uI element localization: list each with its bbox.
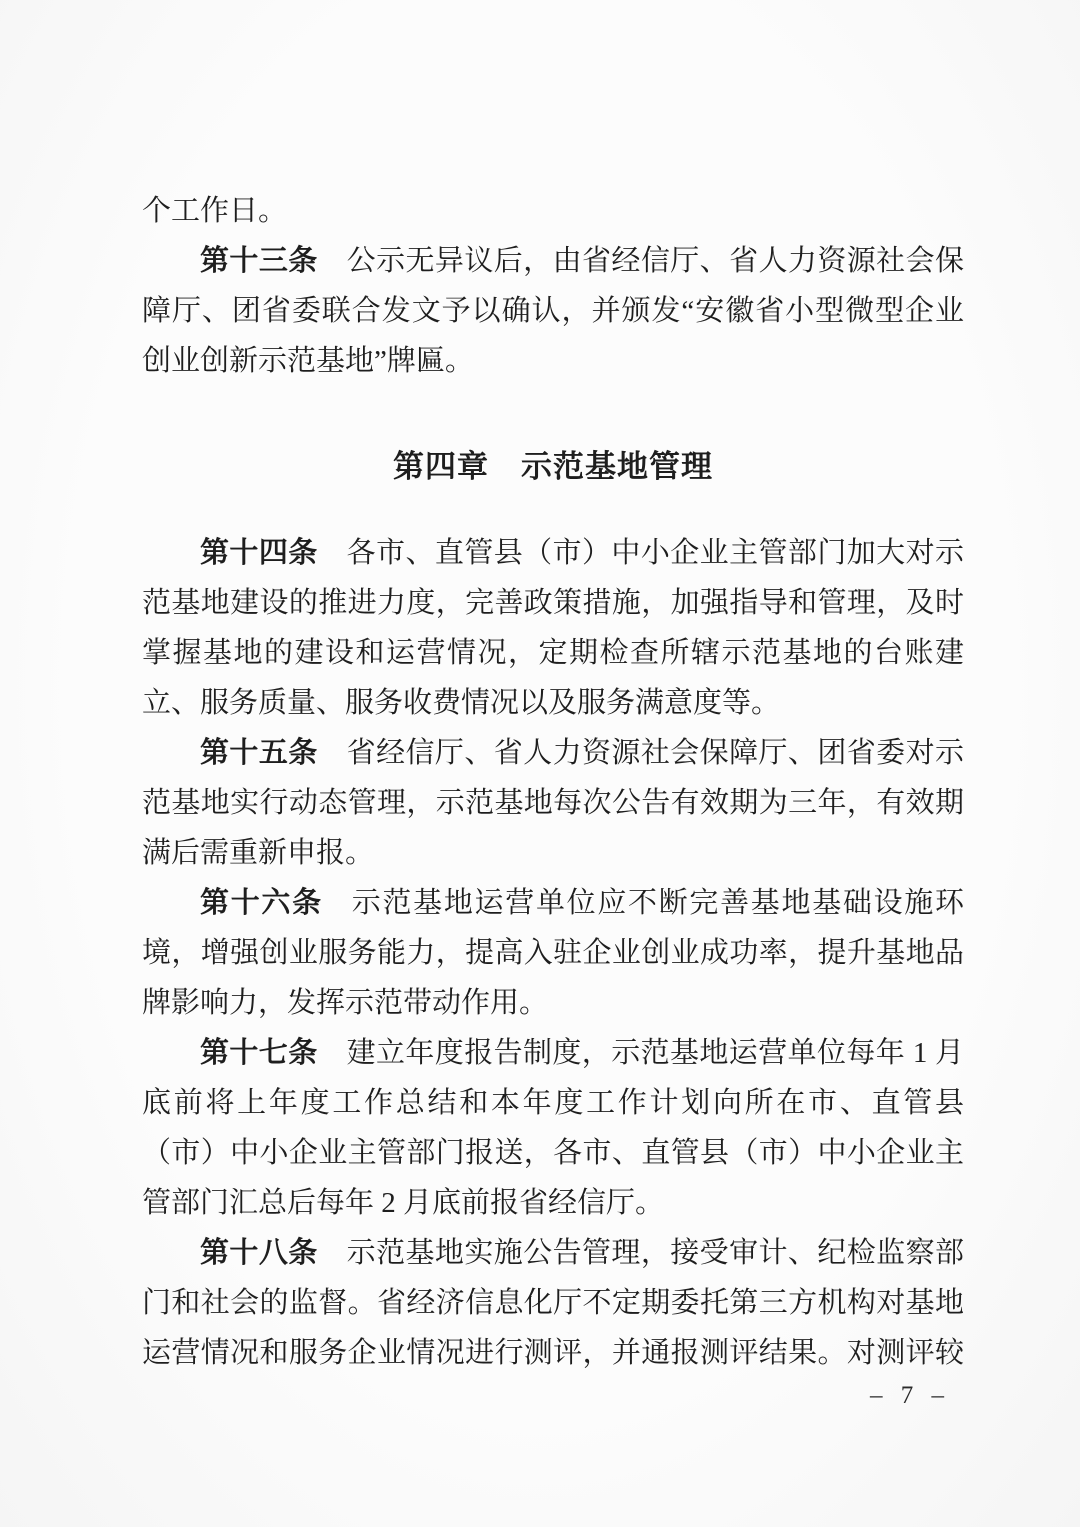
article-paragraph <box>142 878 964 1028</box>
page-number: – 7 – <box>870 1382 950 1409</box>
article-paragraph <box>142 528 964 728</box>
article-text: 示范基地实施公告管理，接受审计、纪检监察部门和社会的监督。省经济信息化厅不定期委托第三方机构对基地运营情况和服务企业情况进行测评，并通报测评结果。对测评较 <box>142 1237 964 1369</box>
article-text: 各市、直管县（市）中小企业主管部门加大对示范基地建设的推进力度，完善政策措施，加强指导和管理，及时掌握基地的建设和运营情况，定期检查所辖示范基地的台账建立、服务质量、服务收费情况以及服务满意度等。 <box>142 537 964 719</box>
article-number: 第十五条 <box>200 737 318 769</box>
article-number: 第十八条 <box>200 1237 318 1269</box>
chapter-heading: 第四章 示范基地管理 <box>393 449 713 484</box>
article-number: 第十三条 <box>200 245 318 277</box>
paragraph-continuation: 个工作日。 <box>142 195 288 227</box>
article-number: 第十六条 <box>200 887 323 919</box>
article-text: 公示无异议后，由省经信厅、省人力资源社会保障厅、团省委联合发文予以确认，并颁发“安徽省小型微型企业创业创新示范基地”牌匾。 <box>142 245 964 377</box>
article-paragraph <box>142 728 964 878</box>
article-paragraph <box>142 1228 964 1378</box>
article-text: 建立年度报告制度，示范基地运营单位每年 1 月底前将上年度工作总结和本年度工作计划向所在市、直管县（市）中小企业主管部门报送，各市、直管县（市）中小企业主管部门汇总后每年 2 月底前报省经信厅。 <box>142 1037 964 1219</box>
article-paragraph <box>142 236 964 386</box>
article-text: 示范基地运营单位应不断完善基地基础设施环境，增强创业服务能力，提高入驻企业创业成功率，提升基地品牌影响力，发挥示范带动作用。 <box>142 887 964 1019</box>
article-text: 省经信厅、省人力资源社会保障厅、团省委对示范基地实行动态管理，示范基地每次公告有效期为三年，有效期满后需重新申报。 <box>142 737 964 869</box>
article-number: 第十四条 <box>200 537 318 569</box>
article-number: 第十七条 <box>200 1037 318 1069</box>
article-paragraph <box>142 1028 964 1228</box>
